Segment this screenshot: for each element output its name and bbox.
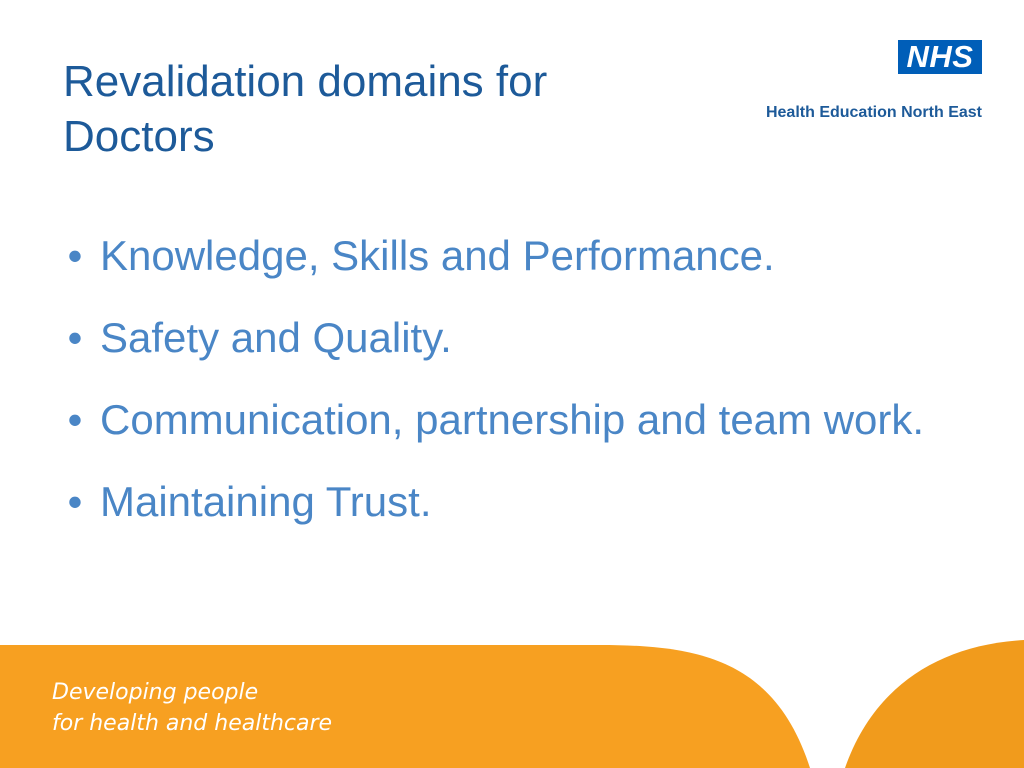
bullet-icon: • — [67, 314, 83, 361]
bullet-text: Safety and Quality. — [100, 314, 452, 361]
bullet-icon: • — [67, 396, 83, 443]
footer-wave-right — [845, 640, 1024, 768]
nhs-logo — [722, 40, 984, 130]
bullet-text: Knowledge, Skills and Performance. — [100, 232, 775, 279]
bullet-text: Maintaining Trust. — [100, 478, 432, 525]
footer-tagline — [52, 677, 332, 739]
bullet-item — [60, 478, 960, 525]
bullet-item — [60, 396, 960, 443]
organisation-name: Health Education North East — [765, 104, 982, 121]
bullet-icon: • — [67, 232, 83, 279]
bullet-icon: • — [67, 478, 83, 525]
tagline-line-1: Developing people — [52, 680, 259, 705]
tagline-line-2: for health and healthcare — [52, 711, 333, 736]
bullet-item — [60, 314, 960, 361]
bullet-item — [60, 232, 960, 279]
bullet-text: Communication, partnership and team work. — [100, 396, 925, 443]
slide-title: Revalidation domains for Doctors — [63, 57, 548, 161]
bullet-list — [60, 232, 960, 560]
nhs-mark: NHS — [898, 40, 982, 74]
